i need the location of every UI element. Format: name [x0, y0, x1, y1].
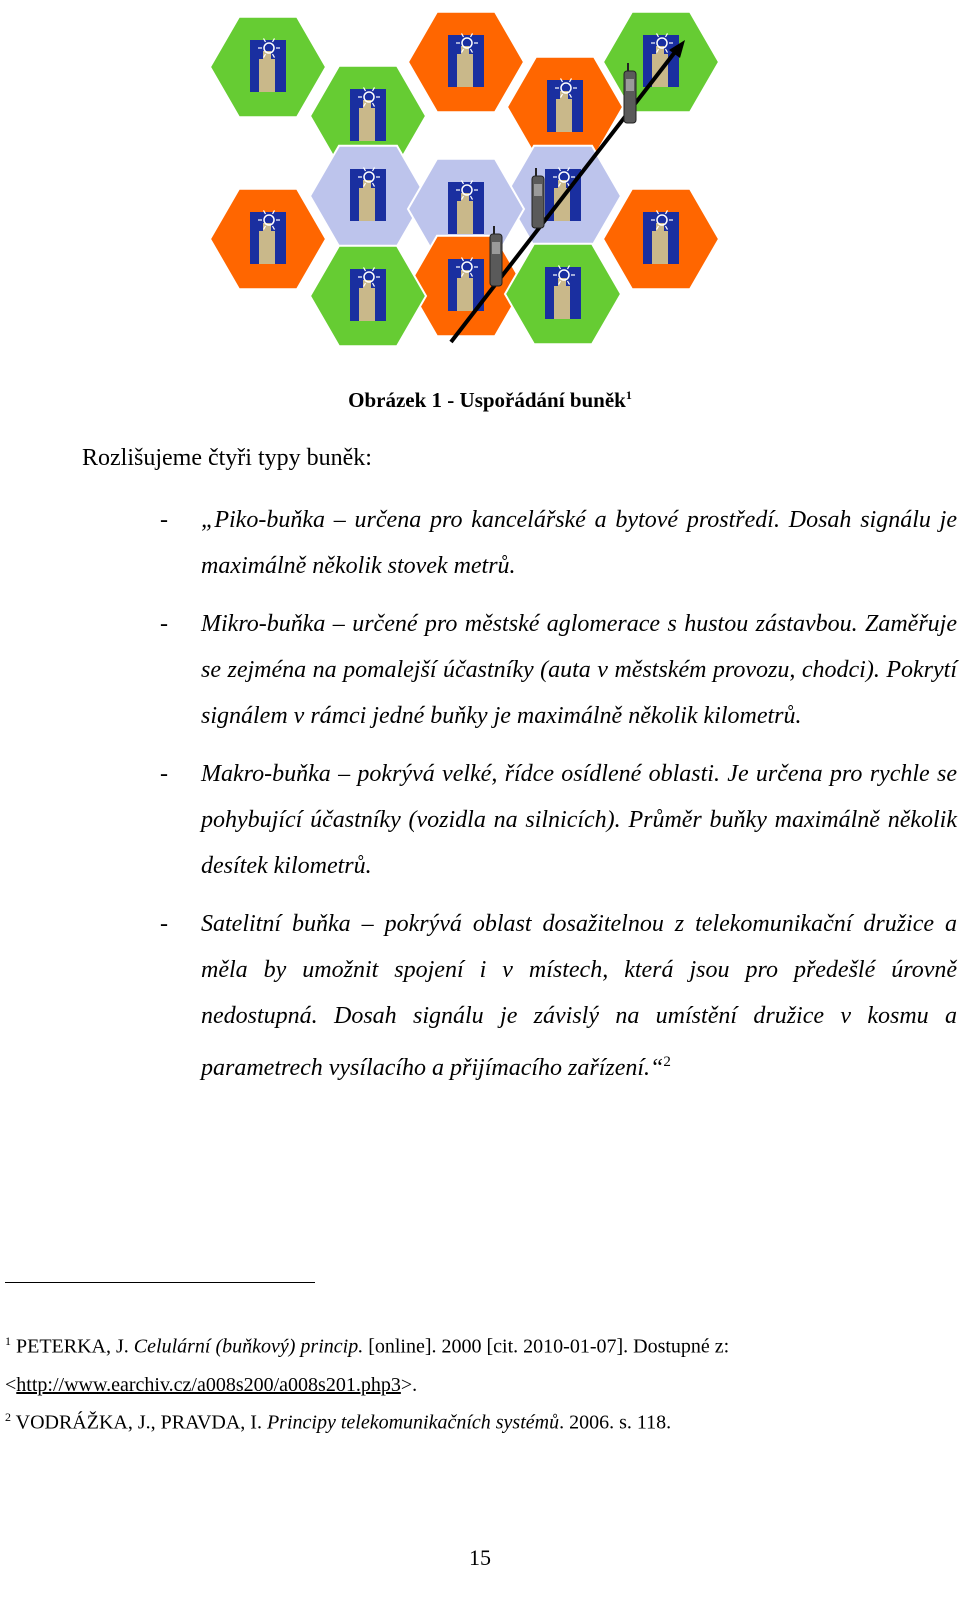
footnote-1: [5, 1322, 925, 1404]
list-item-text-body: Satelitní buňka – pokrývá oblast dosažitelnou z telekomunikační družice a měla by umožnit spojení i v místech, která jsou pro předešlé úrovně nedostupná. Dosah signálu je závislý na umístění družice v kosmu a parametrech vysílacího a přijímacího zařízení.“: [201, 911, 957, 1081]
building-antenna-icon: [250, 38, 286, 92]
list-item-text: Makro-buňka – pokrývá velké, řídce osídlené oblasti. Je určena pro rychle se pohybující účastníky (vozidla na silnicích). Průměr buňky maximálně několik desítek kilometrů.: [201, 761, 957, 879]
footnote-details: . 2006. s. 118.: [559, 1411, 672, 1434]
building-antenna-icon: [448, 257, 484, 311]
building-antenna-icon: [350, 87, 386, 141]
building-antenna-icon: [448, 180, 484, 234]
page-number: 15: [469, 1545, 491, 1570]
list-item-text: [201, 901, 957, 1091]
building-antenna-icon: [448, 33, 484, 87]
footnote-bracket: >.: [400, 1373, 418, 1396]
list-item: [160, 751, 960, 889]
footnote-author: VODRÁŽKA, J., PRAVDA, I.: [15, 1411, 262, 1434]
building-antenna-icon: [643, 33, 679, 87]
footnote-divider: [5, 1282, 315, 1283]
hex-grid: [183, 4, 753, 354]
building-antenna-icon: [350, 267, 386, 321]
building-antenna-icon: [250, 210, 286, 264]
mobile-phone-icon: [532, 168, 544, 228]
figure-caption: [0, 388, 960, 413]
building-antenna-icon: [350, 167, 386, 221]
intro-text: Rozlišujeme čtyři typy buněk:: [82, 445, 372, 471]
list-dash: -: [160, 911, 168, 937]
list-item: [160, 601, 960, 739]
footnote-details: [online]. 2000 [cit. 2010-01-07]. Dostupné z:: [368, 1335, 730, 1358]
cell-layout-figure: [183, 4, 753, 354]
mobile-phone-icon: [624, 63, 636, 123]
footnote-title: Principy telekomunikačních systémů: [266, 1411, 560, 1434]
footnote-author: PETERKA, J.: [16, 1335, 129, 1358]
list-dash: -: [160, 507, 168, 533]
list-item-text: Mikro-buňka – určené pro městské aglomerace s hustou zástavbou. Zaměřuje se zejména na pomalejší účastníky (auta v městském provozu, chodci). Pokrytí signálem v rámci jedné buňky je maximálně několik kilometrů.: [201, 611, 957, 729]
footnote-number: 1: [5, 1334, 11, 1348]
list-item: [160, 901, 960, 1091]
footnote-bracket: <: [5, 1373, 17, 1396]
building-antenna-icon: [643, 210, 679, 264]
cell-types-list: [160, 497, 960, 1103]
footnote-number: 2: [5, 1410, 11, 1424]
footnote-ref: 2: [663, 1054, 671, 1070]
list-item-text: „Piko-buňka – určena pro kancelářské a bytové prostředí. Dosah signálu je maximálně několik stovek metrů.: [201, 507, 957, 579]
caption-text: Obrázek 1 - Uspořádání buněk: [348, 388, 626, 412]
footnote-link[interactable]: http://www.earchiv.cz/a008s200/a008s201.php3: [16, 1373, 401, 1396]
list-dash: -: [160, 761, 168, 787]
mobile-phone-icon: [490, 226, 502, 286]
footnote-title: Celulární (buňkový) princip.: [133, 1335, 364, 1358]
footnote-2: [5, 1410, 671, 1435]
list-item: [160, 497, 960, 589]
list-dash: -: [160, 611, 168, 637]
building-antenna-icon: [547, 78, 583, 132]
building-antenna-icon: [545, 265, 581, 319]
caption-footnote-ref: 1: [625, 388, 632, 402]
